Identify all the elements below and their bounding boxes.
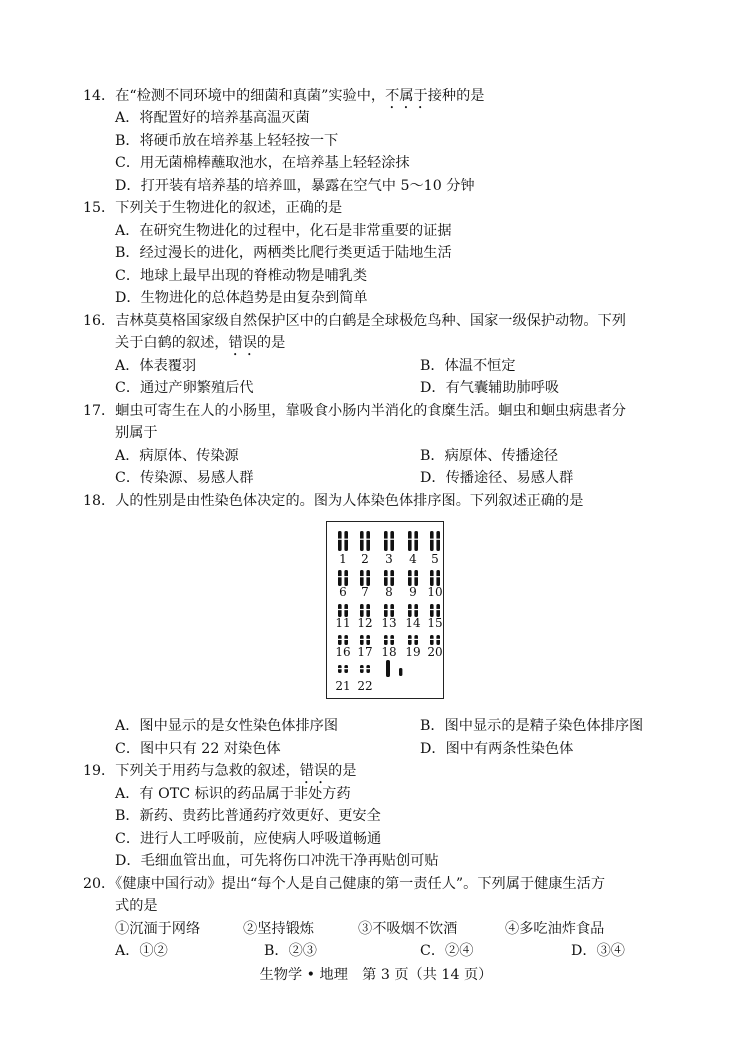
q20-stem-line2: 式的是 <box>115 898 158 914</box>
karyotype-label: 22 <box>357 679 373 693</box>
chromosome <box>390 531 394 551</box>
karyotype-label: 6 <box>339 585 347 599</box>
q15-option-d: D．生物进化的总体趋势是由复杂到简单 <box>115 290 368 306</box>
karyotype-chart <box>327 522 443 698</box>
q15-option-b: B．经过漫长的进化，两栖类比爬行类更适于陆地生活 <box>115 245 452 261</box>
q15-option-c: C．地球上最早出现的脊椎动物是哺乳类 <box>115 268 368 284</box>
chromosome <box>414 531 418 551</box>
q20-option-d: D．③④ <box>571 943 625 959</box>
chromosome <box>430 570 434 586</box>
karyotype-label: 15 <box>427 616 443 630</box>
q14-option-d: D．打开装有培养基的培养皿，暴露在空气中 5～10 分钟 <box>115 178 475 194</box>
sex-chromosomes <box>386 660 402 677</box>
q16-option-b: B．体温不恒定 <box>420 358 516 374</box>
chromosome <box>366 570 370 586</box>
chromosome <box>436 570 440 586</box>
q20-item-2: ②坚持锻炼 <box>243 921 314 937</box>
chromosome <box>414 570 418 586</box>
centromere <box>359 609 371 610</box>
q16-option-c: C．通过产卵繁殖后代 <box>115 380 254 396</box>
q16-emphasis: 错误 <box>228 335 257 351</box>
q18-option-d: D．图中有两条性染色体 <box>420 741 574 757</box>
page-footer: 生物学 • 地理 第 3 页（共 14 页） <box>259 967 493 983</box>
chromosome <box>338 531 342 551</box>
q18-stem: 18．人的性别是由性染色体决定的。图为人体染色体排序图。下列叙述正确的是 <box>83 493 584 509</box>
centromere <box>383 539 395 540</box>
centromere <box>429 576 441 577</box>
x-chromosome <box>386 660 390 677</box>
q18-option-c: C．图中只有 22 对染色体 <box>115 741 281 757</box>
chromosome-pair-16 <box>337 635 349 645</box>
q19-emphasis: 错误 <box>299 763 329 779</box>
q14-emphasis: 不属于 <box>385 88 428 104</box>
q14-stem-end: 接种的是 <box>427 88 485 104</box>
y-chromosome <box>399 668 402 676</box>
q17-option-a: A．病原体、传染源 <box>115 448 239 464</box>
karyotype-label: 2 <box>361 552 369 566</box>
centromere <box>383 576 395 577</box>
chromosome-pair-4 <box>407 531 419 551</box>
chromosome-pair-7 <box>359 570 371 586</box>
centromere <box>337 639 349 640</box>
centromere <box>337 668 349 669</box>
q20-item-4: ④多吃油炸食品 <box>505 921 605 937</box>
karyotype-label: 16 <box>335 645 351 659</box>
q19-option-b: B．新药、贵药比普通药疗效更好、更安全 <box>115 808 381 824</box>
chromosome-pair-22 <box>359 665 371 673</box>
chromosome-pair-1 <box>337 531 349 551</box>
centromere <box>429 539 441 540</box>
centromere <box>429 639 441 640</box>
chromosome <box>436 531 440 551</box>
centromere <box>359 576 371 577</box>
q18-option-a: A．图中显示的是女性染色体排序图 <box>115 718 339 734</box>
q20-option-b: B．②③ <box>264 943 317 959</box>
q14-option-c: C．用无菌棉棒蘸取池水，在培养基上轻轻涂抹 <box>115 155 410 171</box>
karyotype-label: 12 <box>357 616 373 630</box>
centromere <box>359 539 371 540</box>
karyotype-label: 19 <box>405 645 421 659</box>
chromosome <box>344 531 348 551</box>
centromere <box>383 609 395 610</box>
q16-stem2-text: 关于白鹤的叙述， <box>115 335 229 351</box>
q15-option-a: A．在研究生物进化的过程中，化石是非常重要的证据 <box>115 223 452 239</box>
chromosome <box>344 570 348 586</box>
chromosome <box>408 570 412 586</box>
karyotype-label: 8 <box>385 585 393 599</box>
q20-option-c: C．②④ <box>420 943 474 959</box>
karyotype-label: 14 <box>405 616 421 630</box>
q14-option-a: A．将配置好的培养基高温灭菌 <box>115 110 310 126</box>
q17-stem-line1: 17．蛔虫可寄生在人的小肠里，靠吸食小肠内半消化的食糜生活。蛔虫和蛔虫病患者分 <box>83 403 626 419</box>
q14-stem-text: 14．在“检测不同环境中的细菌和真菌”实验中， <box>83 88 386 104</box>
karyotype-label: 1 <box>339 552 347 566</box>
chromosome-pair-3 <box>383 531 395 551</box>
karyotype-label: 7 <box>361 585 369 599</box>
q19-stem-text: 19．下列关于用药与急救的叙述， <box>83 763 300 779</box>
chromosome-pair-19 <box>407 635 419 645</box>
chromosome <box>366 531 370 551</box>
centromere <box>337 539 349 540</box>
centromere <box>359 639 371 640</box>
q16-option-a: A．体表覆羽 <box>115 358 197 374</box>
chromosome <box>384 570 388 586</box>
chromosome-pair-18 <box>383 635 395 645</box>
karyotype-label: 3 <box>385 552 393 566</box>
chromosome <box>430 531 434 551</box>
karyotype-label: 11 <box>335 616 351 630</box>
chromosome-pair-6 <box>337 570 349 586</box>
centromere <box>337 609 349 610</box>
q16-option-d: D．有气囊辅助肺呼吸 <box>420 380 560 396</box>
q19-option-c: C．进行人工呼吸前，应使病人呼吸道畅通 <box>115 831 382 847</box>
karyotype-label: 20 <box>427 645 443 659</box>
karyotype-figure <box>326 521 444 699</box>
q19-option-d: D．毛细血管出血，可先将伤口冲洗干净再贴创可贴 <box>115 853 439 869</box>
chromosome <box>360 570 364 586</box>
q17-stem-line2: 别属于 <box>115 425 158 441</box>
karyotype-label: 13 <box>381 616 397 630</box>
chromosome <box>390 570 394 586</box>
q17-option-d: D．传播途径、易感人群 <box>420 470 574 486</box>
q20-stem-line1: 20．《健康中国行动》提出“每个人是自己健康的第一责任人”。下列属于健康生活方 <box>83 876 606 892</box>
q19-stem-end: 的是 <box>328 763 357 779</box>
chromosome-pair-5 <box>429 531 441 551</box>
centromere <box>407 539 419 540</box>
karyotype-label: 17 <box>357 645 373 659</box>
q18-option-b: B．图中显示的是精子染色体排序图 <box>420 718 644 734</box>
centromere <box>429 609 441 610</box>
karyotype-label: 4 <box>409 552 417 566</box>
chromosome-pair-20 <box>429 635 441 645</box>
centromere <box>359 668 371 669</box>
chromosome <box>360 531 364 551</box>
chromosome-pair-21 <box>337 665 349 673</box>
chromosome-pair-17 <box>359 635 371 645</box>
q20-item-3: ③不吸烟不饮酒 <box>358 921 458 937</box>
chromosome <box>408 531 412 551</box>
karyotype-label: 18 <box>381 645 397 659</box>
q19-option-a: A．有 OTC 标识的药品属于非处方药 <box>115 786 351 802</box>
chromosome-pair-9 <box>407 570 419 586</box>
karyotype-label: 9 <box>409 585 417 599</box>
q16-stem2-end: 的是 <box>256 335 286 351</box>
q20-option-a: A．①② <box>115 943 168 959</box>
q15-stem: 15．下列关于生物进化的叙述，正确的是 <box>83 200 343 216</box>
q20-item-1: ①沉湎于网络 <box>115 921 201 937</box>
q16-stem-line1: 16．吉林莫莫格国家级自然保护区中的白鹤是全球极危鸟种、国家一级保护动物。下列 <box>83 313 626 329</box>
centromere <box>337 576 349 577</box>
centromere <box>383 639 395 640</box>
karyotype-label: 21 <box>335 679 351 693</box>
centromere <box>407 639 419 640</box>
q17-option-c: C．传染源、易感人群 <box>115 470 254 486</box>
chromosome <box>384 531 388 551</box>
karyotype-label: 5 <box>431 552 439 566</box>
chromosome-pair-10 <box>429 570 441 586</box>
chromosome <box>338 570 342 586</box>
chromosome-pair-2 <box>359 531 371 551</box>
chromosome-pair-8 <box>383 570 395 586</box>
karyotype-label: 10 <box>427 585 443 599</box>
q17-option-b: B．病原体、传播途径 <box>420 448 559 464</box>
centromere <box>407 609 419 610</box>
centromere <box>407 576 419 577</box>
q14-option-b: B．将硬币放在培养基上轻轻按一下 <box>115 133 339 149</box>
